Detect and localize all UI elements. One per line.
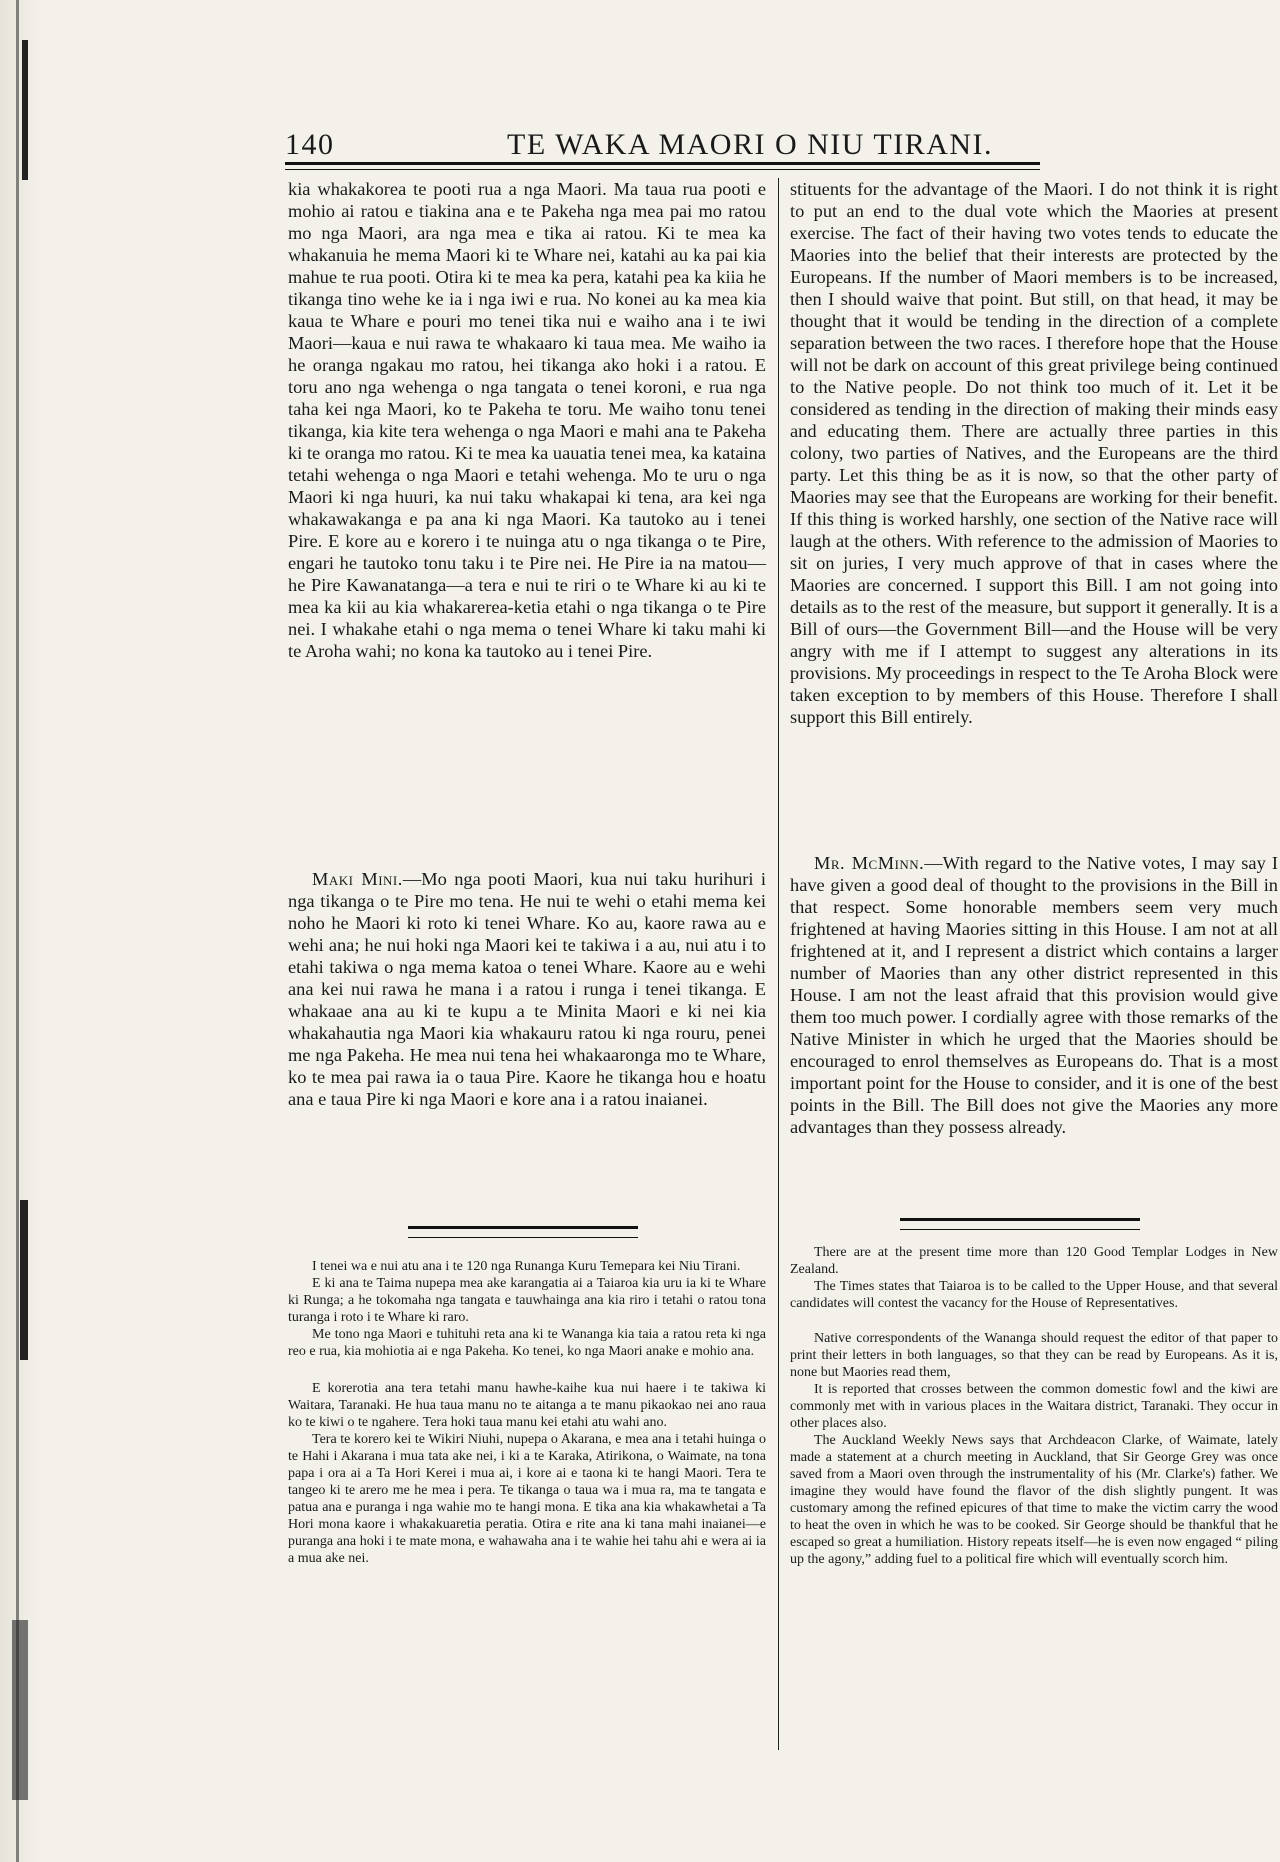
news-note: I tenei wa e nui atu ana i te 120 nga Runanga Kuru Temepara kei Niu Tirani. [312,1259,741,1274]
speaker-name: Mr. McMinn. [814,853,925,873]
newspaper-title: TE WAKA MAORI O NIU TIRANI. [507,128,994,161]
maori-paragraph: kia whakakorea te pooti rua a nga Maori. Ma taua rua pooti e mohio ai ratou e tiakina ana e te Pakeha nga mea pai mo ratou mo nga Maori, ara nga mea e tika ai ratou. Ki te mea ka whakanuia he mema Maori ki te Whare nei, katahi au ka pai kia mahue te rua pooti. Otira ki te mea ka pera, katahi pea ka kiia he tikanga tino wehe ke ia i nga iwi e rua. No konei au ka mea kia kaua te Whare e pouri mo tenei tika nui e waiho ana i te iwi Maori—kaua e nui rawa te whakaaro ki taua mea. Me waiho ia he oranga ngakau mo ratou, hei tikanga ako hoki i a ratou. E toru ano nga wehenga o nga tangata o tenei koroni, e rua nga taha kei nga Maori, ko te Pakeha te toru. Me waiho tonu tenei tikanga, kia kite tera wehenga o nga Maori e mahi ana te Pakeha ki te oranga mo ratou. Ki te mea ka uauatia tenei mea, ka kataina tetahi wehenga o nga Maori e tetahi wehenga. Mo te uru o nga Maori ki nga huuri, ka nui taku whakapai ki tena, ara kei nga whakawakanga e pa ana ki nga Maori. Ka tautoko au i tenei Pire. E kore au e korero i te nuinga atu o nga tikanga o te Pire, engari he tautoko tonu taku i te Pire nei. He Pire ia na matou—he Pire Kawanatanga—a tera e nui te riri o te Whare ki au ki te mea ka kii au kia whakarerea-ketia etahi o nga tikanga o te Pire nei. I whakahe etahi o nga mema o tenei Whare ki taku mahi ki te Aroha wahi; no kona ka tautoko au i tenei Pire. [288,179,766,661]
english-paragraph: stituents for the advantage of the Maori. I do not think it is right to put an end to the dual vote which the Maories at present exercise. The fact of their having two votes tends to educate the Maories into the belief that their interests are protected by the Europeans. If the number of Maori members is to be increased, then I should waive that point. But still, on that head, it may be thought that it would be tending in the direction of a complete separation between the two races. I therefore hope that the House will not be dark on account of this great privilege being continued to the Native people. Do not think too much of it. Let it be considered as tending in the direction of making their minds easy and educating them. There are actually three parties in this colony, two parties of Natives, and the Europeans are the third party. Let this thing be as it is now, so that the other party of Maories may see that the Europeans are working for their benefit. If this thing is worked harshly, one section of the Native race will laugh at the others. With reference to the admission of Maories to sit on juries, I very much approve of that in cases where the Maories are concerned. I support this Bill. I am not going into details as to the rest of the measure, but support it generally. It is a Bill of ours—the Government Bill—and the House will be very angry with me if I attempt to suggest any alterations in its provisions. My proceedings in respect to the Te Aroha Block were taken exception to by members of this House. Therefore I shall support this Bill entirely. [790,179,1278,727]
speech-text: —Mo nga pooti Maori, kua nui taku hurihuri i nga tikanga o te Pire mo tena. He nui te wehi o etahi mema kei noho he Maori ki roto ki tenei Whare. Ko au, kaore rawa au e wehi ana; he nui hoki nga Maori kei te takiwa i a au, nui atu i to etahi takiwa o nga mema katoa o tenei Whare. Kaore au e wehi ana kei nui rawa he mana i a ratou i runga i tenei tikanga. E whakaae ana au ki te kupu a te Minita Maori e ki nei kia whakahautia nga Maori kia whakauru ratou ki nga rouru, penei me nga Pakeha. He mea nui tena hei whakaaronga mo te Whare, ko te mea pai rawa ia o taua Pire. Kaore he tikanga hou e hoatu ana e taua Pire ki nga Maori e kore ana i a ratou inaianei. [288,869,766,1109]
speech-text: —With regard to the Native votes, I may say I have given a good deal of thought to the provisions in the Bill in that respect. Some honorable members seem very much frightened at having Maories sitting in this House. I am not at all frightened at it, and I represent a district which contains a larger number of Maories than any other district represented in this House. I am not the least afraid that this provision would give them too much power. I cordially agree with those remarks of the Native Minister in which he urged that the Maories should be encouraged to enrol themselves as Europeans do. That is a most important point for the House to consider, and it is one of the best points in the Bill. The Bill does not give the Maories any more advantages than they possess already. [790,853,1278,1137]
speech-paragraph [288,868,766,1110]
page-number: 140 [285,128,335,161]
speaker-name: Maki Mini. [312,869,403,889]
binding-edge-mark [22,40,28,180]
binding-edge-mark [12,1620,28,1800]
column-divider [778,178,779,1750]
binding-edge-mark [20,1200,28,1360]
news-note: Tera te korero kei te Wikiri Niuhi, nupepa o Akarana, e mea ana i tetahi huinga o te Hahi i Akarana i mua tata ake nei, i ki a te Karaka, Atirikona, o Waimate, na tona papa i ora ai a Ta Hori Kerei i mua ai, i kore ai e taona ki te hangi Maori. Tera te tangeo ki te arero me he meа i pera. Te tikanga o taua wa i mua ra, ma te tangata e patua ana e puranga i nga wahie mo te hangi mona. E tika ana kia whakawhetai a Ta Hori mona kaore i whakakuaretia peratia. Otira e rite ana ki tana mahi inaianei—e puranga ana hoki i te mate mona, e wahawaha ana i te wahie hei tahu ahi e wera ai ia a mua ake nei. [288,1432,766,1566]
right-notes [790,1244,1278,1568]
binding-edge-line [16,0,19,1862]
news-note: The Times states that Taiaroa is to be called to the Upper House, and that several candidates will contest the vacancy for the House of Representatives. [790,1279,1278,1311]
news-note: E korerotia ana tera tetahi manu hawhe-kaihe kua nui haere i te takiwa ki Waitara, Taranaki. He hua taua manu no te aitanga a te manu pikaokao nei ano raua ko te kiwi o te ngahere. Tera hoki taua manu kei etahi atu wahi ano. [288,1381,766,1430]
news-note: Native correspondents of the Wananga should request the editor of that paper to print their letters in both languages, so that they can be read by Europeans. As it is, none but Maories read them, [790,1331,1278,1380]
news-note: Me tono nga Maori e tuhituhi reta ana ki te Wananga kia taia a ratou reta ki nga reo e rua, kia mohiotia ai e nga Pakeha. Ko tenei, ko nga Maori anake e mohio ana. [288,1327,766,1359]
section-separator [900,1218,1140,1230]
news-note: There are at the present time more than 120 Good Templar Lodges in New Zealand. [790,1245,1278,1277]
header-rule [285,162,1040,165]
right-main-text [790,178,1278,728]
left-main-text [288,178,766,662]
news-note: It is reported that crosses between the common domestic fowl and the kiwi are commonly met with in various places in the Waitara district, Taranaki. They occur in other places also. [790,1382,1278,1431]
header-rule-thin [285,169,1040,170]
news-note: E ki ana te Taima nupepa mea ake karangatia ai a Taiaroa kia uru ia ki te Whare ki Runga; a he tokomaha nga tangata e tauwhainga ana kia riro i tetahi o ratou tona turanga i roto i te Whare ki raro. [288,1276,766,1325]
section-separator [408,1226,638,1238]
left-speech [288,868,766,1110]
scan-edge [0,0,40,1862]
news-note: The Auckland Weekly News says that Archdeacon Clarke, of Waimate, lately made a statement at a church meeting in Auckland, that Sir George Grey was once saved from a Maori oven through the instrumentality of his (Mr. Clarke's) father. We imagine they would have found the flavor of the dish slightly pungent. It was customary among the refined epicures of that time to make the victim carry the wood to heat the oven in which he was to be cooked. Sir George should be thankful that he escaped so great a humiliation. History repeats itself—he is even now engaged “ piling up the agony,” adding fuel to a political fire which will eventually scorch him. [790,1433,1278,1567]
left-notes [288,1258,766,1567]
speech-paragraph [790,852,1278,1138]
right-speech [790,852,1278,1138]
